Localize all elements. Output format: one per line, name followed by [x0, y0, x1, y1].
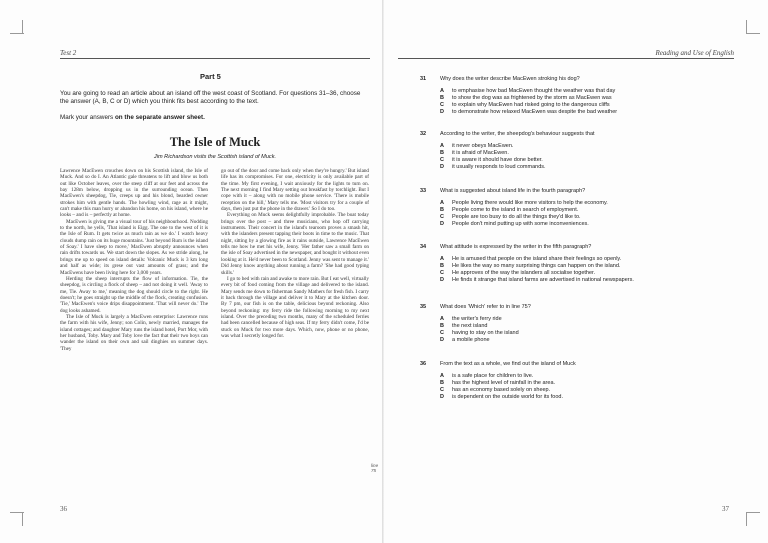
option-text: a mobile phone: [452, 337, 490, 343]
option-text: it never obeys MacEwen.: [452, 143, 514, 149]
crop-mark: [10, 512, 24, 513]
option-text: it usually responds to loud commands.: [452, 164, 546, 170]
crop-mark: [22, 20, 23, 34]
question-stem: From the text as a whole, we find out the island of Muck: [440, 361, 576, 367]
option-letter: C: [440, 387, 444, 393]
paragraph: Lawrence MacEwen crouches down on his Scottish island, the Isle of Muck. And so do I. An Atlantic gale threatens to lift and blow us both out like October leaves, over the steep cliff at our feet and across the bay 128m below, dropping us in the surrounding ocean. Then MacEwen's sheepdog, Tie, creeps up and his blond, bearded owner strokes him with gentle hands. The howling wind, rage as it might, can't make this man hurry or abandon his home, on his island, where he looks – and is – perfectly at home.: [60, 168, 208, 219]
option-text: People living there would like more visitors to help the economy.: [452, 200, 608, 206]
option-text: to demonstrate how relaxed MacEwen was despite the bad weather: [452, 109, 618, 115]
crop-mark: [746, 33, 760, 34]
option-text: He is amused that people on the island share their feelings so openly.: [452, 256, 622, 262]
option-letter: A: [440, 373, 444, 379]
option-text: has the highest level of rainfall in the area.: [452, 380, 556, 386]
question-stem: What is suggested about island life in the fourth paragraph?: [440, 188, 586, 194]
question-number: 33: [420, 188, 427, 194]
page-number-right: 37: [722, 505, 729, 513]
option-text: He approves of the way the islanders all socialise together.: [452, 270, 596, 276]
option-text: People come to the island in search of employment.: [452, 207, 579, 213]
option-letter: C: [440, 214, 444, 220]
mark-instruction: [60, 114, 370, 122]
article-column-1: [60, 168, 208, 352]
paragraph: Herding the sheep interrupts the flow of information. Tie, the sheepdog, is circling a flock of sheep – and not doing it well. 'Away to me, Tie. Away to me,' meaning the dog should circle to the right. He doesn't; he goes straight up the middle of the flock, creating confusion. 'Tie,' MacEwen's voice drips disappointment. 'That will never do.' The dog looks ashamed.: [60, 275, 208, 314]
question-stem: What attitude is expressed by the writer in the fifth paragraph?: [440, 244, 592, 250]
crop-mark: [746, 20, 747, 34]
option-text: to explain why MacEwen had risked going to the dangerous cliffs: [452, 102, 610, 108]
option-text: People are too busy to do all the things they'd like to.: [452, 214, 581, 220]
option-letter: D: [440, 109, 444, 115]
option-text: the writer's ferry ride: [452, 316, 502, 322]
option-letter: C: [440, 157, 444, 163]
option-text: to emphasise how bad MacEwen thought the weather was that day: [452, 88, 616, 94]
option-letter: A: [440, 143, 444, 149]
part-title: Part 5: [200, 72, 221, 81]
option-text: it is afraid of MacEwen.: [452, 150, 509, 156]
question-number: 34: [420, 244, 427, 250]
crop-mark: [746, 512, 760, 513]
option-letter: B: [440, 95, 444, 101]
option-text: has an economy based solely on sheep.: [452, 387, 551, 393]
option-text: People don't mind putting up with some inconveniences.: [452, 221, 589, 227]
option-letter: B: [440, 380, 444, 386]
running-head-left: Test 2: [60, 49, 77, 57]
header-rule: [60, 58, 370, 59]
mark-bold: on the separate answer sheet.: [114, 114, 205, 121]
paragraph: go out of the door and come back only when they're hungry.' But island life has its compromises. For one, electricity is only available part of the time. My first evening, I wait anxiously for the lights to turn on. The next morning I find Mary setting out breakfast by torchlight. But I cope with it – along with no mobile phone service. 'There is mobile reception on the hill,' Mary tells me. 'Most visitors try for a couple of days, then just put the phone in the drawer.' So I do too.: [221, 168, 369, 213]
page-number-left: 36: [60, 505, 67, 513]
option-text: He finds it strange that island farms are advertised in national newspapers.: [452, 277, 634, 283]
option-text: having to stay on the island: [452, 330, 519, 336]
crop-mark: [10, 33, 24, 34]
mark-prefix: Mark your answers: [60, 114, 115, 121]
crop-mark: [22, 512, 23, 526]
option-letter: C: [440, 330, 444, 336]
question-stem: Why does the writer describe MacEwen stroking his dog?: [440, 76, 580, 82]
option-letter: B: [440, 150, 444, 156]
option-letter: D: [440, 221, 444, 227]
paragraph: The Isle of Muck is largely a MacEwen enterprise: Lawrence runs the farm with his wife, Jenny; son Colin, newly married, manages the island cottages; and daughter Mary runs the island hotel, Port Mor, with her husband, Toby. Mary and Toby love the fact that their two boys can wander the island on their own and sail dinghies on summer days. 'They: [60, 313, 208, 352]
paragraph: I go to bed with rain and awake to more rain. But I eat well, virtually every bit of food coming from the village and delivered to the island. Mary sends me down to fisherman Sandy Mathers for fresh fish. I carry it back through the village and deliver it to Mary at the kitchen door. By 7 pm, our fish is on the table, delicious beyond reckoning. Also beyond reckoning: my ferry ride the following morning to my next island. Over the preceding two months, many of the scheduled ferries had been cancelled because of high seas. If my ferry didn't come, I'd be stuck on Muck for two more days. Which, now, phone or no phone, was what I secretly longed for.: [221, 275, 369, 339]
byline: Jim Richardson visits the Scottish island of Muck.: [153, 154, 277, 160]
option-text: is dependent on the outside world for its food.: [452, 394, 563, 400]
question-stem: According to the writer, the sheepdog's behaviour suggests that: [440, 131, 595, 137]
header-rule: [398, 58, 734, 59]
paragraph: Everything on Muck seems delightfully improbable. The boat today brings over the post – and three musicians, who hop off carrying instruments. Their concert in the island's tearoom proves a smash hit, with the islanders present tapping their boots in time to the music. That night, sitting by a glowing fire as it rains outside, Lawrence MacEwen tells me how he met his wife, Jenny. 'Her father saw a small farm on the isle of Soay advertised in the newspaper, and bought it without even looking at it. He'd never been to Scotland. Jenny was sent to manage it.' Did Jenny know anything about running a farm? 'She had good typing skills.': [221, 212, 369, 276]
question-number: 31: [420, 76, 427, 82]
option-letter: D: [440, 337, 444, 343]
option-text: the next island: [452, 323, 488, 329]
line-marker: line 75: [371, 463, 379, 473]
option-letter: B: [440, 263, 444, 269]
running-head-right: Reading and Use of English: [655, 49, 734, 57]
instructions: You are going to read an article about an island off the west coast of Scotland. For questions 31–36, choose the answer (A, B, C or D) which you think fits best according to the text.: [60, 90, 361, 106]
option-letter: A: [440, 316, 444, 322]
option-letter: B: [440, 323, 444, 329]
option-letter: A: [440, 256, 444, 262]
option-text: to show the dog was as frightened by the storm as MacEwen was: [452, 95, 612, 101]
option-letter: D: [440, 394, 444, 400]
option-letter: A: [440, 88, 444, 94]
article-column-2: [221, 168, 369, 339]
article-title: The Isle of Muck: [169, 135, 261, 149]
option-letter: C: [440, 270, 444, 276]
question-number: 36: [420, 361, 427, 367]
paragraph: MacEwen is giving me a visual tour of his neighbourhood. Nodding to the north, he yells, 'That island is Eigg. The one to the west of it is the Isle of Rum. It gets twice as much rain as we do.' I watch heavy clouds dump rain on its huge mountains. 'Just beyond Rum is the island of Soay.' I have sleep to move,' MacEwen abruptly announces when rain drifts towards us. We start down the slopes. As we stride along, he brings me up to speed on island details: Volcanic Muck is 3 km long and half as wide; its grese out vast amounts of grass; and the MacEwens have been living here for 3,000 years.: [60, 218, 208, 276]
option-text: He likes the way so many surprising things can happen on the island.: [452, 263, 621, 269]
question-number: 32: [420, 131, 427, 137]
option-letter: A: [440, 200, 444, 206]
question-stem: What does 'Which' refer to in line 75?: [440, 304, 531, 310]
crop-mark: [746, 512, 747, 526]
option-letter: D: [440, 164, 444, 170]
option-letter: D: [440, 277, 444, 283]
option-text: is a safe place for children to live.: [452, 373, 534, 379]
option-letter: C: [440, 102, 444, 108]
option-text: it is aware it should have done better.: [452, 157, 543, 163]
question-number: 35: [420, 304, 427, 310]
option-letter: B: [440, 207, 444, 213]
